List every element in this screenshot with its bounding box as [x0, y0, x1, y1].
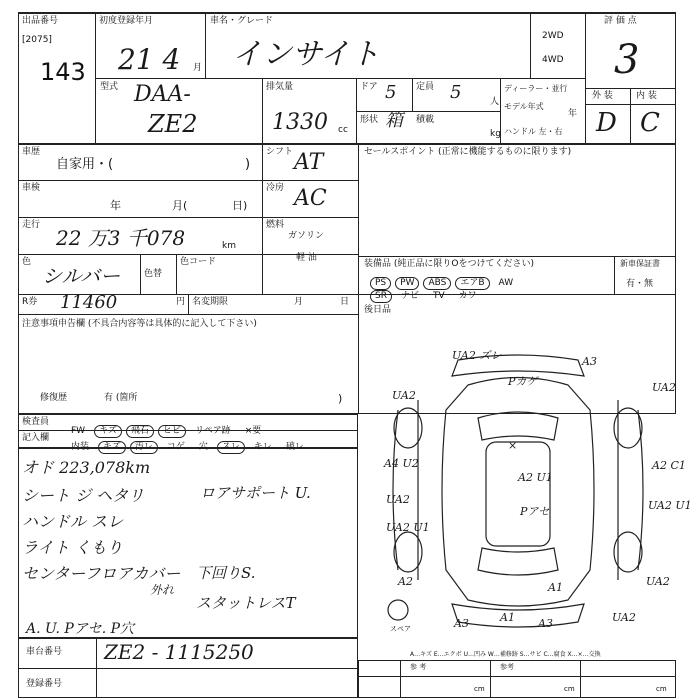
equipment-row-2	[370, 283, 486, 303]
lot-number: 143	[40, 58, 86, 86]
inspection-year: 年	[110, 199, 121, 212]
recorder-label: 記入欄	[22, 433, 50, 443]
equipment-item-4: AW	[498, 278, 514, 288]
fw-item-1: キズ	[94, 425, 122, 438]
sales-point-label: セールスポイント (正常に機能するものに限ります)	[364, 147, 572, 157]
equipment-item-2: ABS	[423, 277, 451, 290]
warranty-label: 新車保証書	[620, 259, 660, 268]
shape-value: 箱	[385, 110, 403, 131]
table-cm-1: cm	[474, 685, 485, 693]
handwritten-note-right: ロアサポート U.	[200, 484, 311, 502]
damage-mark: A3	[538, 617, 553, 630]
auction-sheet: 出品番号 [2075] 143 初度登録年月 21 4 月 車名・グレード インサイト 2WD 4WD 評 価 点 3 型式 DAA- ZE2 排気量 1330 cc ドア 5 定員 5 人 形状 箱 積載 kg ディーラー・並行 モデル年式 年 ハンドル 左・右 外 装 内 装 D C 車歴 自家用・( ) 車検 年 月( 日) 走行 22 万3 千078 km 色 シルバー 色替 色コード シフト AT 冷房 AC 燃料 ガソリン 軽 油 R券 11460 円 名変期限 月 日 注意事項申告欄 (不具合内容等は具体的に記入して下さい) 修復歴 有 (箇所 ) セールスポイント (正常に機能するものに限ります) 装備品 (純正品に限りOをつけてください) 新車保証書 有・無 PS PW ABS エアB AW SR ナビ TV カワ 後日品 検査員 記入欄 FW キズ 飛石 ヒビ リペア跡 ×要 内装 キズ 汚レ コゲ 穴 スレ キレ 破レ オド 223,078km シート ジ ヘタリ ハンドル スレ ライト くもり センターフロアカバー 外れ ロアサポート U. 下回りS. スタットレスT A. U. Pアセ. P穴 車台番号 ZE2 - 1115250 登録番号 UA2 ズレ A3 Pカゲ UA2 UA2 × A4 U2 UA2 A2 U1 A2 C1 UA2 U1 Pアセ UA2 U1 A2 A1 A1 UA2 A3 A3 UA2 スペア A…キズ E…エクボ U…凹み W…補修跡 S…サビ C…腐食 X…×…交換 参 考 参考 cm cm cm	[0, 0, 700, 700]
handle-label: ハンドル 左・右	[504, 127, 563, 136]
damage-mark: ×	[508, 439, 518, 452]
table-cm-2: cm	[564, 685, 575, 693]
interior-item-1: キズ	[98, 441, 126, 454]
fw-item-3: ヒビ	[158, 425, 186, 438]
interior-item-5: スレ	[217, 441, 245, 454]
door-label: ドア	[360, 82, 378, 92]
handwritten-note: オド 223,078km	[22, 458, 151, 477]
damage-mark: A1	[500, 611, 515, 624]
damage-mark: Pカゲ	[508, 375, 538, 388]
fw-item-0: FW	[71, 426, 86, 436]
score-value: 3	[614, 37, 640, 83]
equipment-label: 装備品 (純正品に限りOをつけてください)	[364, 259, 534, 269]
car-name-label: 車名・グレード	[210, 16, 274, 26]
color-label: 色	[22, 257, 32, 267]
repair-label: 修復歴	[40, 393, 68, 403]
handwritten-note: ライト くもり	[22, 538, 123, 557]
equipment-item-0: PS	[370, 277, 391, 290]
interior-item-0: 内装	[71, 442, 90, 452]
recycle-unit: 円	[176, 297, 186, 307]
score-label: 評 価 点	[604, 16, 637, 26]
fuel-diesel: 軽 油	[296, 253, 317, 263]
damage-mark: UA2 U1	[648, 499, 692, 512]
aircon-value: AC	[294, 186, 327, 211]
displacement-label: 排気量	[266, 82, 294, 92]
chassis-label: 車台番号	[26, 647, 63, 657]
shift-label: シフト	[266, 147, 294, 157]
exchange-color-label: 色替	[144, 269, 163, 279]
use-value: 自家用・(	[56, 157, 114, 172]
table-cm-3: cm	[656, 685, 667, 693]
capacity-label: 定員	[416, 82, 435, 92]
handwritten-note: シート ジ ヘタリ	[22, 486, 145, 505]
color-value: シルバー	[42, 264, 121, 288]
interior-item-4: 穴	[198, 442, 208, 452]
equipment-item2-1: ナビ	[400, 291, 419, 301]
first-registration-month-unit: 月	[193, 63, 203, 73]
damage-mark: UA2	[612, 611, 636, 624]
transfer-day: 日	[340, 297, 350, 307]
aircon-label: 冷房	[266, 183, 285, 193]
equipment-item-3: エアB	[455, 277, 489, 290]
mileage-value: 22 万3 千078	[56, 226, 186, 250]
damage-mark: UA2	[392, 389, 416, 402]
warranty-value: 有・無	[626, 279, 654, 289]
interior-item-6: キレ	[253, 442, 272, 452]
fw-item-2: 飛石	[126, 425, 154, 438]
displacement-unit: cc	[338, 125, 348, 135]
drive-4wd: 4WD	[542, 55, 564, 65]
displacement-value: 1330	[272, 110, 328, 135]
damage-mark: UA2	[652, 381, 676, 394]
interior-item-3: コゲ	[166, 442, 185, 452]
inspection-label: 車検	[22, 183, 41, 193]
damage-mark: A4 U2	[384, 457, 419, 470]
dealer-label: ディーラー・並行	[504, 84, 568, 93]
load-unit: kg	[490, 129, 501, 139]
handwritten-note: 外れ	[150, 583, 175, 597]
damage-mark: A3	[582, 355, 597, 368]
model-value-2: ZE2	[148, 110, 198, 138]
model-year-unit: 年	[568, 109, 578, 119]
table-ref-2: 参考	[500, 663, 514, 671]
color-code-label: 色コード	[180, 257, 217, 267]
damage-mark: UA2 U1	[386, 521, 430, 534]
damage-mark: A2	[398, 575, 413, 588]
model-year-label: モデル年式	[504, 102, 544, 111]
handwritten-note: ハンドル スレ	[22, 512, 124, 531]
fw-item-5: ×要	[244, 426, 262, 436]
use-label: 車歴	[22, 147, 41, 157]
damage-mark: A3	[454, 617, 469, 630]
fuel-label: 燃料	[266, 220, 285, 230]
inspection-month: 月(	[172, 199, 188, 212]
handwritten-note-right: スタットレスT	[196, 594, 296, 612]
damage-mark: UA2	[386, 493, 410, 506]
mileage-label: 走行	[22, 220, 41, 230]
equipment-item2-3: カワ	[458, 291, 477, 301]
shift-value: AT	[294, 150, 324, 175]
damage-mark: A1	[548, 581, 563, 594]
damage-mark: A2 U1	[518, 471, 553, 484]
inspection-day: 日)	[232, 199, 248, 212]
registration-label: 登録番号	[26, 679, 63, 689]
legend: A…キズ E…エクボ U…凹み W…補修跡 S…サビ C…腐食 X…×…交換	[410, 651, 601, 658]
bottom-note: A. U. Pアセ. P穴	[26, 621, 135, 637]
door-value: 5	[385, 82, 397, 103]
model-label: 型式	[100, 82, 119, 92]
bottom-table	[358, 660, 676, 698]
fuel-gas: ガソリン	[288, 231, 325, 241]
handwritten-note: センターフロアカバー	[22, 564, 181, 583]
equipment-item2-0: SR	[370, 290, 392, 303]
inspector-label: 検査員	[22, 417, 50, 427]
equipment-item2-2: TV	[432, 291, 445, 301]
interior-value: C	[640, 108, 660, 138]
car-name-value: インサイト	[232, 37, 380, 72]
spare-label: スペア	[390, 625, 411, 633]
lot-number-label: 出品番号	[22, 16, 59, 26]
exterior-label: 外 装	[592, 91, 613, 101]
damage-mark: Pアセ	[520, 505, 550, 518]
after-items-label: 後日品	[364, 305, 392, 315]
interior-item-2: 汚レ	[130, 441, 158, 454]
repair-value: 有 (箇所	[104, 393, 138, 403]
load-label: 積載	[416, 115, 435, 125]
handwritten-note-right: 下回りS.	[196, 564, 256, 582]
interior-label: 内 装	[636, 91, 657, 101]
recycle-value: 11460	[60, 292, 118, 313]
notes-label: 注意事項申告欄 (不具合内容等は具体的に記入して下さい)	[22, 319, 257, 329]
first-registration-value: 21 4	[118, 43, 181, 76]
fw-item-4: リペア跡	[194, 426, 231, 436]
shape-label: 形状	[360, 115, 379, 125]
mileage-unit: km	[222, 241, 236, 251]
damage-mark: A2 C1	[652, 459, 686, 472]
exterior-value: D	[596, 108, 617, 138]
model-value-1: DAA-	[134, 82, 191, 107]
chassis-value: ZE2 - 1115250	[104, 640, 254, 664]
damage-mark: UA2	[646, 575, 670, 588]
capacity-unit: 人	[490, 97, 500, 107]
table-ref-1: 参 考	[410, 663, 427, 671]
damage-mark: UA2 ズレ	[452, 349, 502, 362]
first-registration-label: 初度登録年月	[99, 16, 154, 26]
recycle-label: R券	[22, 297, 38, 307]
interior-item-7: 破レ	[285, 442, 304, 452]
equipment-item-1: PW	[395, 277, 419, 290]
drive-2wd: 2WD	[542, 31, 564, 41]
transfer-month: 月	[294, 297, 304, 307]
transfer-label: 名変期限	[192, 297, 229, 307]
capacity-value: 5	[450, 82, 462, 103]
lot-code: [2075]	[22, 35, 52, 45]
